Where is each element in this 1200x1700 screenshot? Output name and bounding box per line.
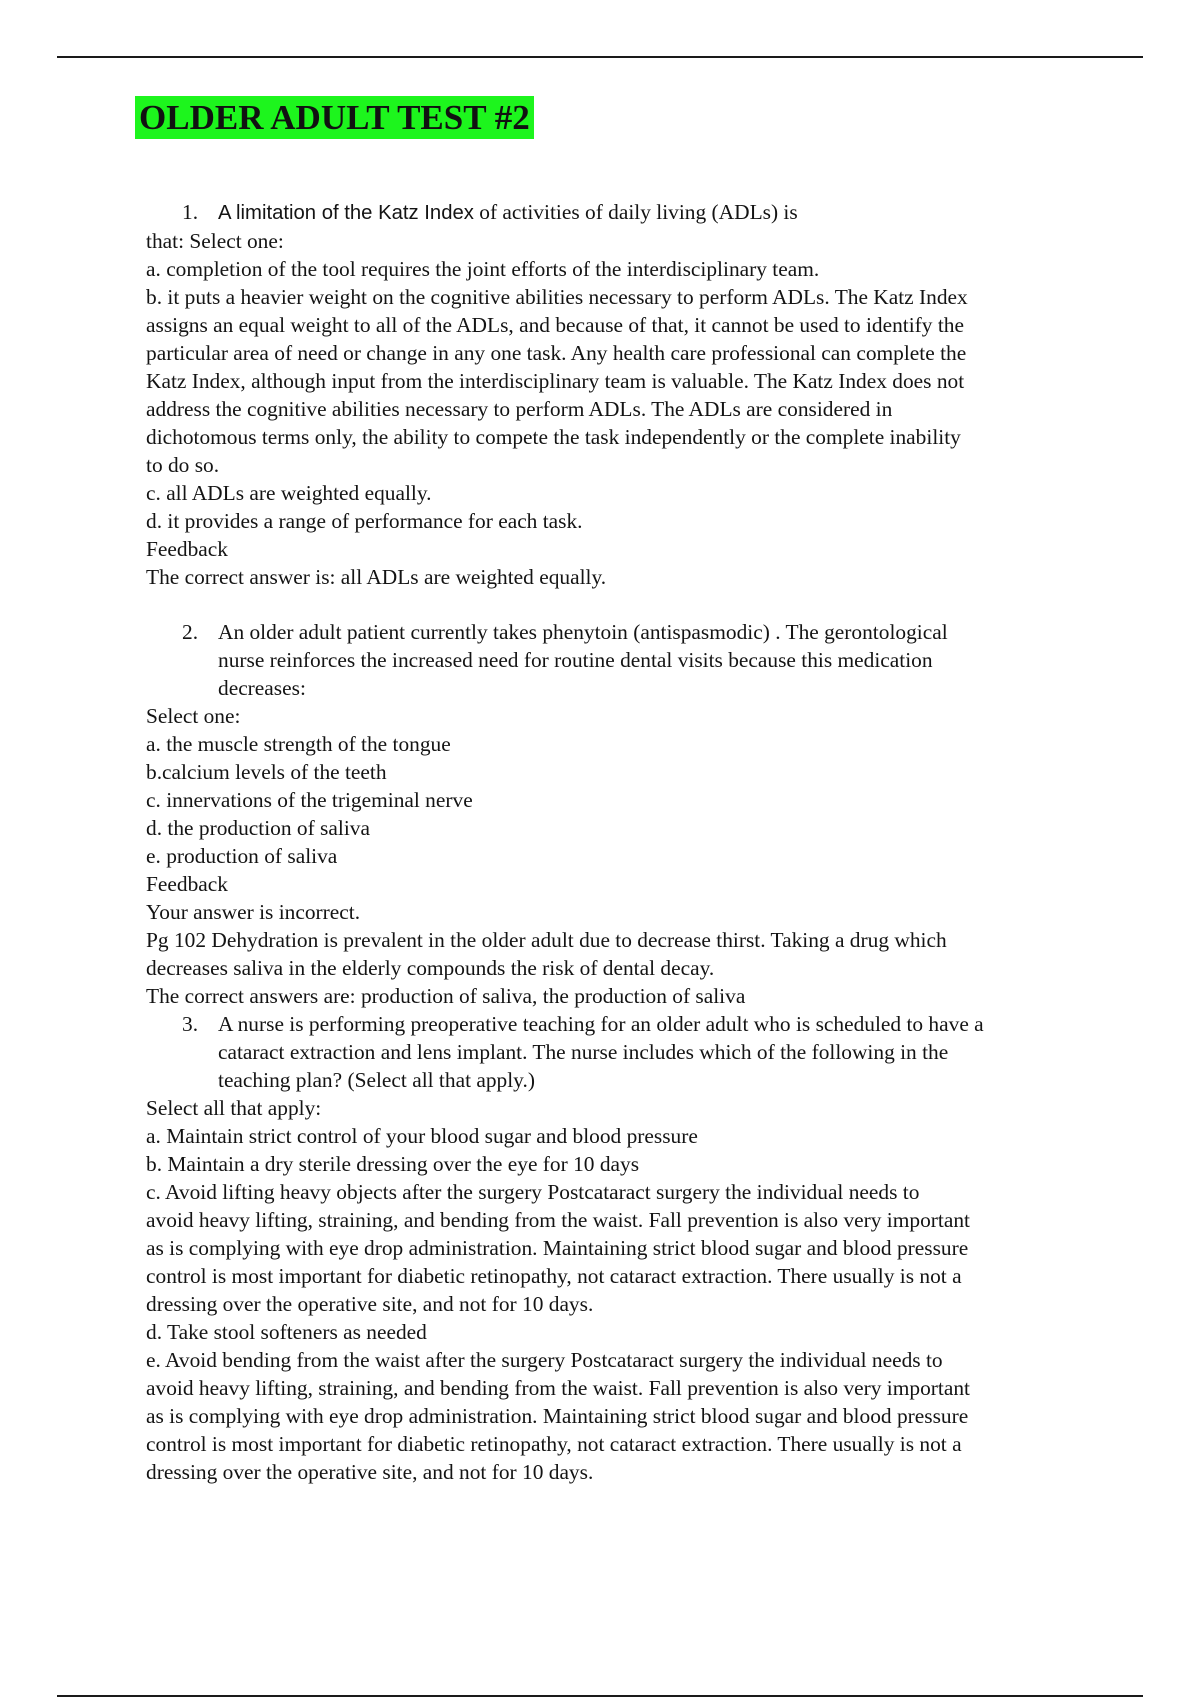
rationale-line: decreases saliva in the elderly compounds the risk of dental decay. xyxy=(146,956,715,980)
option-c-line: as is complying with eye drop administration. Maintaining strict blood sugar and blood pressure xyxy=(146,1236,969,1260)
document-body xyxy=(146,198,1096,1486)
option-b: b.calcium levels of the teeth xyxy=(146,760,387,784)
option-e-line: as is complying with eye drop administration. Maintaining strict blood sugar and blood pressure xyxy=(146,1404,969,1428)
question-number: 2. xyxy=(182,620,199,644)
rationale-line: Pg 102 Dehydration is prevalent in the older adult due to decrease thirst. Taking a drug which xyxy=(146,928,947,952)
option-b-line: particular area of need or change in any one task. Any health care professional can complete the xyxy=(146,341,967,365)
option-c-line: dressing over the operative site, and not for 10 days. xyxy=(146,1292,594,1316)
option-a: a. the muscle strength of the tongue xyxy=(146,732,451,756)
page-title: OLDER ADULT TEST #2 xyxy=(135,96,534,139)
option-b-line: dichotomous terms only, the ability to compete the task independently or the complete inability xyxy=(146,425,961,449)
option-c xyxy=(146,1178,1096,1318)
option-c: c. innervations of the trigeminal nerve xyxy=(146,788,473,812)
option-b-line: address the cognitive abilities necessary to perform ADLs. The ADLs are considered in xyxy=(146,397,893,421)
question-number: 1. xyxy=(182,200,199,224)
option-b-line: Katz Index, although input from the interdisciplinary team is valuable. The Katz Index does not xyxy=(146,369,965,393)
option-e-line: dressing over the operative site, and not for 10 days. xyxy=(146,1460,594,1484)
option-c-line: control is most important for diabetic retinopathy, not cataract extraction. There usually is not a xyxy=(146,1264,962,1288)
question-text-line: An older adult patient currently takes phenytoin (antispasmodic) . The gerontological xyxy=(218,620,948,644)
question-text-line: decreases: xyxy=(218,676,306,700)
correct-answer: The correct answers are: production of saliva, the production of saliva xyxy=(146,984,746,1008)
option-c-line: avoid heavy lifting, straining, and bending from the waist. Fall prevention is also very important xyxy=(146,1208,970,1232)
select-instruction: Select all that apply: xyxy=(146,1096,322,1120)
question-text-sans: A limitation of the Katz Index xyxy=(218,202,474,224)
question-1-line2: that: Select one: xyxy=(146,229,284,253)
answer-result: Your answer is incorrect. xyxy=(146,900,361,924)
question-text-line: teaching plan? (Select all that apply.) xyxy=(218,1068,535,1092)
question-text-line: cataract extraction and lens implant. The nurse includes which of the following in the xyxy=(218,1040,949,1064)
option-c: c. all ADLs are weighted equally. xyxy=(146,481,432,505)
question-3 xyxy=(182,1010,1096,1094)
option-b-line: assigns an equal weight to all of the ADLs, and because of that, it cannot be used to identify the xyxy=(146,313,964,337)
option-d: d. Take stool softeners as needed xyxy=(146,1320,427,1344)
option-b xyxy=(146,283,1096,479)
option-b-line: b. it puts a heavier weight on the cognitive abilities necessary to perform ADLs. The Katz Index xyxy=(146,285,968,309)
top-rule xyxy=(57,56,1143,58)
option-e-line: e. Avoid bending from the waist after the surgery Postcataract surgery the individual needs to xyxy=(146,1348,943,1372)
question-number: 3. xyxy=(182,1012,199,1036)
option-b: b. Maintain a dry sterile dressing over the eye for 10 days xyxy=(146,1152,640,1176)
option-d: d. the production of saliva xyxy=(146,816,370,840)
option-e-line: avoid heavy lifting, straining, and bending from the waist. Fall prevention is also very important xyxy=(146,1376,970,1400)
option-a: a. completion of the tool requires the joint efforts of the interdisciplinary team. xyxy=(146,257,820,281)
question-text-line: A nurse is performing preoperative teaching for an older adult who is scheduled to have a xyxy=(218,1012,984,1036)
bottom-rule xyxy=(57,1695,1143,1697)
option-e-line: control is most important for diabetic retinopathy, not cataract extraction. There usually is not a xyxy=(146,1432,962,1456)
option-e: e. production of saliva xyxy=(146,844,338,868)
option-b-line: to do so. xyxy=(146,453,220,477)
correct-answer: The correct answer is: all ADLs are weighted equally. xyxy=(146,565,607,589)
question-text: of activities of daily living (ADLs) is xyxy=(473,200,798,224)
option-d: d. it provides a range of performance for each task. xyxy=(146,509,583,533)
feedback-label: Feedback xyxy=(146,537,228,561)
option-e xyxy=(146,1346,1096,1486)
select-instruction: Select one: xyxy=(146,704,241,728)
question-1 xyxy=(182,198,1096,227)
question-2 xyxy=(182,618,1096,702)
option-c-line: c. Avoid lifting heavy objects after the surgery Postcataract surgery the individual needs to xyxy=(146,1180,920,1204)
option-a: a. Maintain strict control of your blood sugar and blood pressure xyxy=(146,1124,698,1148)
feedback-label: Feedback xyxy=(146,872,228,896)
question-text-line: nurse reinforces the increased need for routine dental visits because this medication xyxy=(218,648,933,672)
